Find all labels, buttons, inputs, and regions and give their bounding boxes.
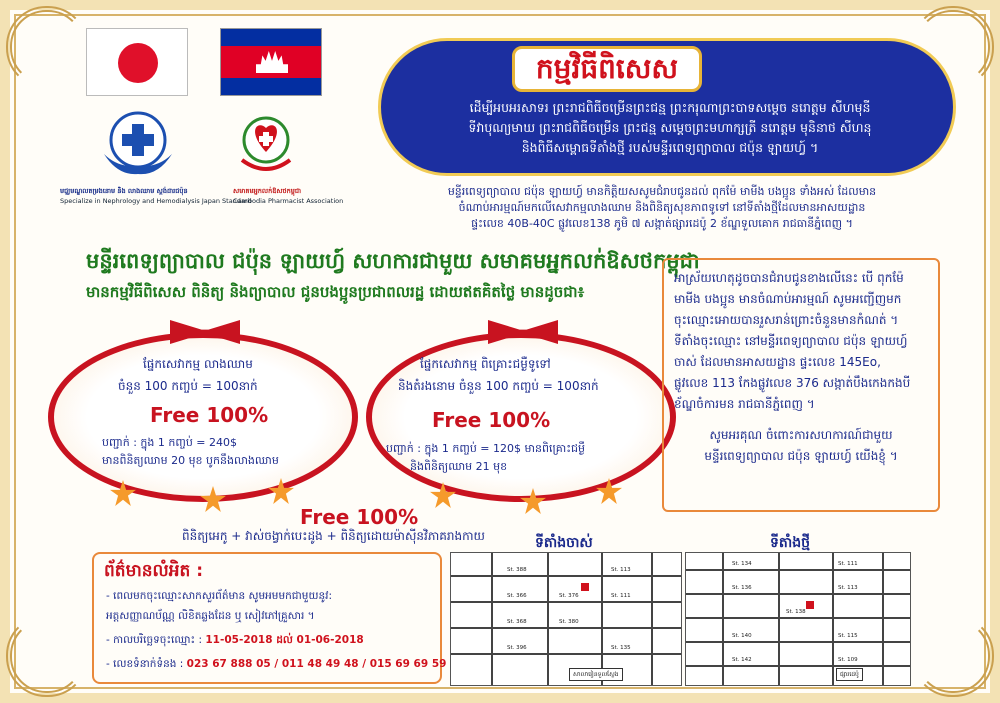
offer-note: និងពិនិត្យឈាម 21 មុខ	[410, 460, 508, 473]
street-label: St. 109	[838, 657, 858, 663]
thanks-line: សូមអរគុណ ចំពោះការសហការណ៍ជាមួយ	[709, 428, 893, 442]
map-road	[686, 641, 910, 643]
japan-flag	[86, 28, 188, 96]
headline-program: មានកម្មវិធីពិសេស ពិនិត្យ និងព្យាបាល ជូនបងប្អូនប្រជាពលរដ្ឋ ដោយឥតគិតថ្លៃ មានដូចជា៖	[86, 283, 585, 301]
registration-date-label: - កាលបរិច្ឆេទចុះឈ្មោះ :	[106, 634, 206, 646]
japan-life-logo	[98, 110, 178, 180]
map-road	[601, 553, 603, 685]
banner-line: ទីវាបុណ្យមាឃ ព្រះរាជពិធីចម្រើន ព្រះជន្ម សម្តេចព្រះមហាក្សត្រី នរោត្តម មុនិនាថ សីហនុ	[468, 120, 872, 135]
logo-left-caption-en: Specialize in Nephrology and Hemodialysis Japan Standard	[60, 197, 252, 205]
free-checkup-description: ពិនិត្យអេកូ + វាស់ចង្វាក់បេះដូង + ពិនិត្យដោយម៉ាស៊ីនវិភាគរាងកាយ	[182, 529, 485, 543]
headline-partnership: មន្ទីរពេទ្យព្យាបាល ជប៉ុន ឡាយហ្វ៍ សហការជាមួយ សមាគមអ្នកលក់ឱសថកម្ពុជា	[86, 249, 700, 273]
registration-date-value: 11-05-2018 ដល់ 01-06-2018	[205, 634, 364, 646]
map-road	[832, 553, 834, 685]
street-label: St. 135	[611, 645, 631, 651]
map-road	[778, 553, 780, 685]
map-landmark: សាលារៀនទួលស្លែង	[569, 668, 623, 681]
map-road	[651, 553, 653, 685]
street-label: St. 113	[838, 585, 858, 591]
phone-value: 023 67 888 05 / 011 48 49 48 / 015 69 69 59	[186, 658, 447, 670]
street-label: St. 136	[732, 585, 752, 591]
street-label: St. 111	[838, 561, 858, 567]
registration-line: ចាស់ ដែលមានអាសយដ្ឋាន ផ្ទះលេខ 145Eo,	[674, 355, 881, 369]
street-label: St. 396	[507, 645, 527, 651]
free-checkup-label: Free 100%	[300, 505, 419, 529]
map-road	[686, 593, 910, 595]
location-pin-icon	[581, 583, 589, 591]
street-label: St. 380	[559, 619, 579, 625]
thanks-line: មន្ទីរពេទ្យព្យាបាល ជប៉ុន ឡាយហ្វ៍ យើងខ្ញុំ ។	[704, 449, 898, 463]
map-landmark: ផ្សារដេប៉ូ	[836, 668, 863, 681]
intro-line: មន្ទីរពេទ្យព្យាបាល ជប៉ុន ឡាយហ្វ៍ មានកិត្តិយសសូមជំរាបជូនដល់ ពុកម៉ែ មាមីង បងប្អូន ទាំងអស់ ដែលមាន	[447, 185, 877, 198]
page-title: កម្មវិធីពិសេស	[512, 46, 702, 92]
map-road	[547, 553, 549, 685]
registration-line: ខ័ណ្ឌចំការមន រាជធានីភ្នំពេញ ។	[674, 397, 815, 411]
map-road	[722, 553, 724, 685]
phone-label: - លេខទំនាក់ទំនង :	[106, 658, 187, 670]
ornament-bottom-left	[6, 615, 88, 697]
ornament-bottom-right	[912, 615, 994, 697]
banner-line: ដើម្បីអបអរសាទរ ព្រះរាជពិធីចម្រើនព្រះជន្ម ព្រះករុណាព្រះបាទសម្តេច នរោត្តម សីហមុនី	[469, 100, 871, 115]
offer-title: ផ្នែកសេវាកម្ម ពិគ្រោះជម្ងឺទូទៅ	[420, 357, 551, 371]
street-label: St. 142	[732, 657, 752, 663]
offer-free-label: Free 100%	[432, 408, 551, 432]
pharmacist-association-logo	[236, 108, 296, 178]
logo-right-caption-km: សមាគមអ្នកលក់ឱសថកម្ពុជា	[233, 187, 302, 195]
location-pin-icon	[806, 601, 814, 609]
details-title: ព័ត៌មានលំអិត :	[104, 561, 204, 581]
details-line	[106, 634, 364, 649]
street-label: St. 376	[559, 593, 579, 599]
offer-subtitle: និងតំរងនោម ចំនួន 100 កញ្ចប់ = 100នាក់	[398, 379, 599, 393]
street-label: St. 134	[732, 561, 752, 567]
registration-line: ផ្លូវលេខ 113 កែងផ្លូវលេខ 376 សង្កាត់បឹងកេងកងបី	[674, 376, 911, 390]
offer-note: បញ្ជាក់ : ក្នុង 1 កញ្ចប់ = 240$	[102, 436, 238, 449]
new-location-label: ទីតាំងថ្មី	[770, 535, 810, 551]
new-location-map	[685, 552, 911, 686]
offer-subtitle: ចំនួន 100 កញ្ចប់ = 100នាក់	[118, 379, 258, 393]
street-label: St. 388	[507, 567, 527, 573]
offer-title: ផ្នែកសេវាកម្ម លាងឈាម	[143, 357, 253, 371]
intro-paragraph	[392, 184, 932, 232]
map-road	[686, 665, 910, 667]
ornament-top-left	[6, 6, 88, 88]
map-road	[686, 617, 910, 619]
banner-line: និងពិធីសម្ពោធទីតាំងថ្មី របស់មន្ទីរពេទ្យព្យាបាល ជប៉ុន ឡាយហ្វ៍ ។	[521, 140, 819, 155]
street-label: St. 111	[611, 593, 631, 599]
street-label: St. 366	[507, 593, 527, 599]
map-road	[491, 553, 493, 685]
street-label: St. 138	[786, 609, 806, 615]
street-label: St. 368	[507, 619, 527, 625]
registration-line: ចុះឈ្មោះអោយបានរួសរាន់ព្រោះចំនួនមានកំណត់ ។	[674, 313, 899, 327]
details-box	[92, 552, 447, 684]
registration-line: ទីតាំងចុះឈ្មោះ នៅមន្ទីរពេទ្យព្យាបាល ជប៉ុន ឡាយហ្វ៍	[674, 334, 908, 348]
banner-text	[400, 98, 940, 158]
map-road	[451, 575, 681, 577]
logo-left-caption-km: មជ្ឈមណ្ឌលតម្រងនោម និង លាងឈាម ស្តង់ដារជប៉ុន	[60, 187, 188, 195]
japan-flag-sun	[118, 43, 158, 83]
details-line: - ពេលមកចុះឈ្មោះសាកសួរព័ត៌មាន សូមអមមកជាមួយនូវ:	[106, 590, 333, 602]
offer-note: មានពិនិត្យឈាម 20 មុខ បូកនឹងលាងឈាម	[102, 454, 279, 467]
registration-line: អាស្រ័យហេតុដូចបានជំរាបជូនខាងលើនេះ បើ ពុកម៉ែ	[674, 271, 904, 285]
old-location-label: ទីតាំងចាស់	[535, 535, 593, 551]
cambodia-flag	[220, 28, 322, 96]
offer-free-label: Free 100%	[150, 403, 269, 427]
intro-line: ផ្ទះលេខ 40B-40C ផ្លូវលេខ138 ភូមិ ៧ សង្កាត់ផ្សារដេប៉ូ 2 ខ័ណ្ឌទួលគោក រាជធានីភ្នំពេញ ។	[471, 217, 853, 230]
registration-box	[662, 258, 940, 512]
map-road	[686, 569, 910, 571]
registration-line: មាមីង បងប្អូន មានចំណាប់អារម្មណ៍ សូមអញ្ជើញមក	[674, 292, 902, 306]
map-road	[451, 627, 681, 629]
details-line	[106, 658, 446, 673]
map-road	[882, 553, 884, 685]
old-location-map	[450, 552, 682, 686]
street-label: St. 115	[838, 633, 858, 639]
offer-note: បញ្ជាក់ : ក្នុង 1 កញ្ចប់ = 120$ មានពិគ្រោះជម្ងឺ	[386, 442, 585, 455]
street-label: St. 113	[611, 567, 631, 573]
intro-line: ចំណាប់អារម្មណ៍មកលើសេវាកម្មលាងឈាម និងពិនិត្យសុខភាពទូទៅ នៅទីតាំងថ្មីដែលមានអាសយដ្ឋាន	[458, 201, 866, 214]
details-line: អត្តសញ្ញាណប័ណ្ណ លិខិតឆ្លងដែន ឬ សៀវភៅគ្រួសារ ។	[106, 610, 315, 622]
map-road	[451, 601, 681, 603]
street-label: St. 140	[732, 633, 752, 639]
logo-right-caption-en: Cambodia Pharmacist Association	[233, 197, 344, 205]
map-road	[451, 653, 681, 655]
